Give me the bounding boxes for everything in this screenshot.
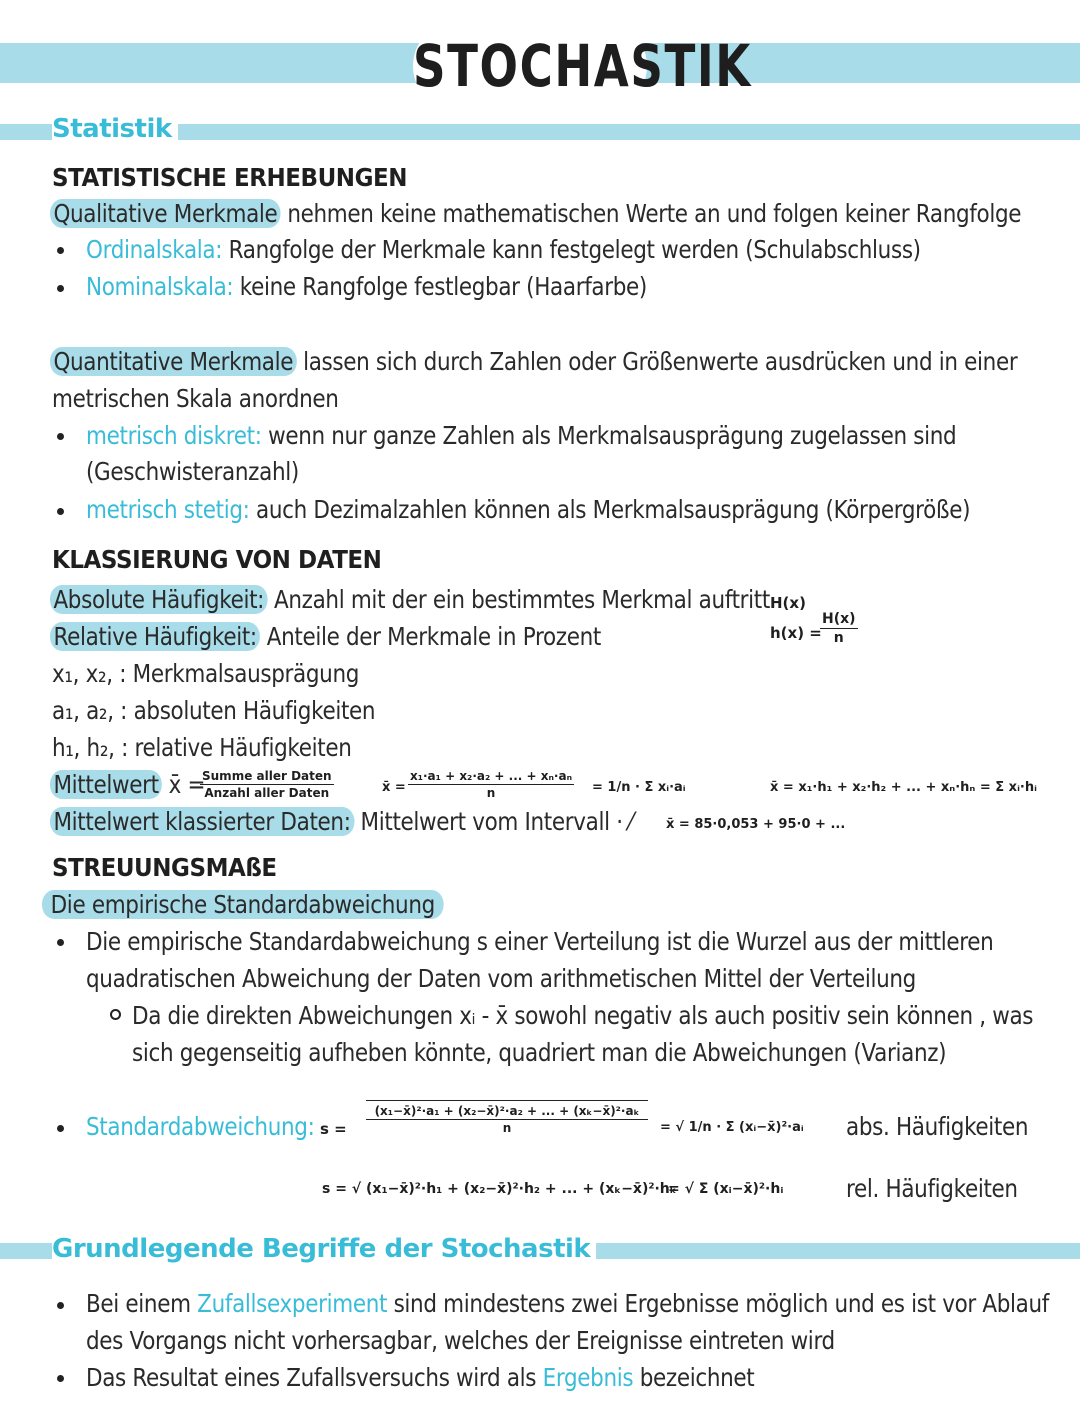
absolute-line <box>50 584 770 616</box>
ordinal-line <box>86 234 921 266</box>
mittelwert-klassiert-line <box>50 806 632 838</box>
sd-term: Standardabweichung: <box>86 1112 315 1141</box>
streuung-b1-line2: quadratischen Abweichung der Daten vom arithmetischen Mittel der Verteilung <box>86 964 916 993</box>
section-heading-statistik: Statistik <box>52 114 178 144</box>
streuung-c1-line2: sich gegenseitig aufheben könnte, quadriert man die Abweichungen (Varianz) <box>132 1038 947 1067</box>
bullet <box>57 1302 64 1309</box>
sd2-rhs: = √ Σ (xᵢ−x̄)²·hᵢ <box>668 1181 784 1197</box>
mittelwert-den: Anzahl aller Daten <box>204 786 330 800</box>
mittelwert-f1-fraction <box>408 769 574 800</box>
streuung-b1-line1: Die empirische Standardabweichung s einer Verteilung ist die Wurzel aus der mittleren <box>86 927 994 956</box>
mittelwert-term: Mittelwert <box>50 770 162 799</box>
h-def-line: h₁, h₂, : relative Häufigkeiten <box>52 733 352 762</box>
mittelwert-klassiert-term: Mittelwert klassierter Daten: <box>50 807 354 836</box>
bullet <box>57 247 64 254</box>
bullet <box>57 939 64 946</box>
ergebnis-term: Ergebnis <box>542 1363 634 1392</box>
streuung-c1-line1: Da die direkten Abweichungen xᵢ - x̄ sowohl negativ als auch positiv sein können , was <box>132 1001 1034 1030</box>
absolute-text: Anzahl mit der ein bestimmtes Merkmal auftritt <box>267 585 770 614</box>
a-def-line: a₁, a₂, : absoluten Häufigkeiten <box>52 696 376 725</box>
bullet <box>57 1125 64 1132</box>
rel-formula-den: n <box>833 630 844 646</box>
relative-text: Anteile der Merkmale in Prozent <box>260 622 601 651</box>
sd1-lhs: s = <box>320 1120 347 1138</box>
diskret-term: metrisch diskret: <box>86 421 262 450</box>
mittelwert-fraction <box>200 769 334 800</box>
bullet <box>57 433 64 440</box>
page-title: STOCHASTIK <box>413 32 752 100</box>
sd1-den: n <box>502 1121 512 1135</box>
mittelwert-f2: x̄ = x₁·h₁ + x₂·h₂ + ... + xₙ·hₙ = Σ xᵢ·hᵢ <box>770 780 1037 795</box>
bullet <box>57 1375 64 1382</box>
abs-formula: H(x) <box>770 594 806 612</box>
rel-formula-fraction <box>820 611 858 646</box>
relative-term: Relative Häufigkeit: <box>50 622 260 651</box>
heading-klassierung: KLASSIERUNG VON DATEN <box>52 545 382 574</box>
zufallsexperiment-term: Zufallsexperiment <box>197 1289 388 1318</box>
ordinal-text: Rangfolge der Merkmale kann festgelegt werden (Schulabschluss) <box>222 235 921 264</box>
sd-term-line <box>86 1111 314 1143</box>
diskret-line-2: (Geschwisteranzahl) <box>86 457 299 486</box>
mittelwert-lhs: x̄ = <box>168 770 206 799</box>
heading-streuungsmasse: STREUUNGSMAßE <box>52 853 277 882</box>
nominal-line <box>86 271 647 303</box>
diskret-text: wenn nur ganze Zahlen als Merkmalsausprägung zugelassen sind <box>261 421 957 450</box>
rel-formula-num: H(x) <box>822 611 856 627</box>
mittelwert-klassiert-text: Mittelwert vom Intervall · ⁄ <box>354 807 633 836</box>
grund-b2-pre: Das Resultat eines Zufallsversuchs wird als <box>86 1363 543 1392</box>
mittelwert-f1-num: x₁·a₁ + x₂·a₂ + ... + xₙ·aₙ <box>410 769 573 783</box>
sd1-rhs: = √ 1/n · Σ (xᵢ−x̄)²·aᵢ <box>660 1120 804 1135</box>
stetig-term: metrisch stetig: <box>86 495 250 524</box>
nominal-text: keine Rangfolge festlegbar (Haarfarbe) <box>233 272 647 301</box>
sd1-label: abs. Häufigkeiten <box>846 1112 1029 1141</box>
grund-b1-pre: Bei einem <box>86 1289 198 1318</box>
mittelwert-klassiert-formula: x̄ = 85·0,053 + 95·0 + ... <box>666 817 846 832</box>
mittelwert-f1-den: n <box>486 786 496 800</box>
rel-formula-lhs: h(x) = <box>770 624 822 642</box>
stetig-line <box>86 494 970 526</box>
stetig-text: auch Dezimalzahlen können als Merkmalsausprägung (Körpergröße) <box>249 495 971 524</box>
mittelwert-num: Summe aller Daten <box>202 769 332 783</box>
heading-statistische-erhebungen: STATISTISCHE ERHEBUNGEN <box>52 163 408 192</box>
sd2-label: rel. Häufigkeiten <box>846 1174 1018 1203</box>
sd1-root-bar <box>366 1100 648 1101</box>
sd1-num: (x₁−x̄)²·a₁ + (x₂−x̄)²·a₂ + ... + (xₖ−x̄)²·aₖ <box>366 1104 648 1120</box>
qualitative-term: Qualitative Merkmale <box>50 199 281 228</box>
bullet <box>57 508 64 515</box>
quantitative-line-2: metrischen Skala anordnen <box>52 384 339 413</box>
standardabweichung-heading-line <box>42 889 444 921</box>
quantitative-text: lassen sich durch Zahlen oder Größenwerte ausdrücken und in einer <box>296 347 1018 376</box>
standardabweichung-term: Die empirische Standardabweichung <box>42 890 444 919</box>
grund-b1-line2: des Vorgangs nicht vorhersagbar, welches der Ereignisse eintreten wird <box>86 1326 835 1355</box>
bullet <box>57 285 64 292</box>
nominal-term: Nominalskala: <box>86 272 234 301</box>
diskret-line <box>86 420 956 452</box>
grund-b2-rest: bezeichnet <box>633 1363 755 1392</box>
sd1-fraction <box>366 1104 648 1135</box>
qualitative-text: nehmen keine mathematischen Werte an und folgen keiner Rangfolge <box>280 199 1022 228</box>
grund-b1-line1 <box>86 1288 1049 1320</box>
quantitative-term: Quantitative Merkmale <box>50 347 297 376</box>
x-def-line: x₁, x₂, : Merkmalsausprägung <box>52 659 360 688</box>
section-heading-grundbegriffe: Grundlegende Begriffe der Stochastik <box>52 1234 596 1264</box>
grund-b1-rest: sind mindestens zwei Ergebnisse möglich und es ist vor Ablauf <box>387 1289 1050 1318</box>
qualitative-line <box>50 198 1021 230</box>
quantitative-line <box>50 346 1017 378</box>
relative-line <box>50 621 601 653</box>
absolute-term: Absolute Häufigkeit: <box>50 585 268 614</box>
mittelwert-line <box>50 769 205 801</box>
mittelwert-f1-lhs: x̄ = <box>382 780 406 795</box>
grund-b2-line <box>86 1362 754 1394</box>
sd2-formula: s = √ (x₁−x̄)²·h₁ + (x₂−x̄)²·h₂ + ... + (xₖ−x̄)²·hₖ <box>322 1181 677 1197</box>
ordinal-term: Ordinalskala: <box>86 235 223 264</box>
sub-bullet <box>110 1009 121 1020</box>
mittelwert-f1-rhs: = 1/n · Σ xᵢ·aᵢ <box>592 780 686 795</box>
